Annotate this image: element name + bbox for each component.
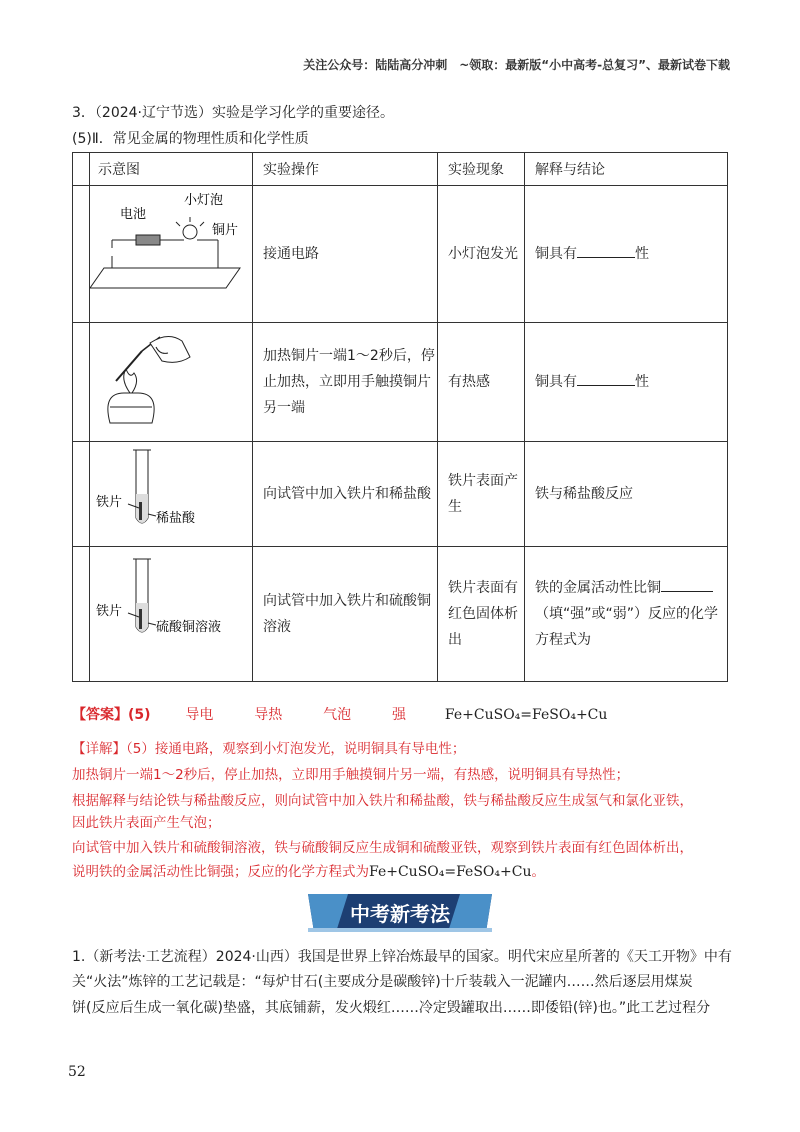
battery-icon xyxy=(136,235,160,245)
question-title: 3．（2024·辽宁节选）实验是学习化学的重要途径。 xyxy=(72,105,394,121)
operation-cell: 加热铜片一端1～2秒后，停止加热，立即用手触摸铜片另一端 xyxy=(253,323,438,442)
detail-line: 【详解】（5）接通电路，观察到小灯泡发光，说明铜具有导电性； xyxy=(72,741,466,757)
stub-cell xyxy=(73,186,90,323)
detail-equation: Fe+CuSO₄=FeSO₄+Cu xyxy=(369,864,532,880)
answer-equation: Fe+CuSO₄=FeSO₄+Cu xyxy=(444,707,608,723)
detail-line-last: 说明铁的金属活动性比铜强；反应的化学方程式为Fe+CuSO₄=FeSO₄+Cu。 xyxy=(72,864,545,880)
stub-cell xyxy=(73,442,90,547)
table-row xyxy=(73,323,728,442)
conclusion-cell: 铁与稀盐酸反应 xyxy=(525,442,728,547)
table-row xyxy=(73,547,728,682)
phenomenon-cell: 小灯泡发光 xyxy=(438,186,525,323)
phenomenon-cell: 铁片表面产生 xyxy=(438,442,525,547)
detail-line: 因此铁片表面产生气泡； xyxy=(72,815,221,831)
operation-cell: 接通电路 xyxy=(253,186,438,323)
heating-diagram xyxy=(90,323,240,437)
circuit-diagram-cell xyxy=(90,186,253,323)
answer-line xyxy=(72,704,607,724)
next-question-line: 饼(反应后生成一氧化碳)垫盛，其底铺薪，发火煅红……冷定毁罐取出……即倭铅(锌)也。”此工艺过程分 xyxy=(72,1000,711,1016)
banner-title: 中考新考法 xyxy=(350,902,450,926)
next-question-line: 1.（新考法·工艺流程）2024·山西）我国是世界上锌冶炼最早的国家。明代宋应星所著的《天工开物》中有 xyxy=(72,949,732,965)
detail-line: 根据解释与结论铁与稀盐酸反应，则向试管中加入铁片和稀盐酸，铁与稀盐酸反应生成氢气和氯化亚铁， xyxy=(72,793,693,809)
conclusion-cell: 铜具有 性 xyxy=(525,323,728,442)
header-diagram: 示意图 xyxy=(90,153,253,186)
banner-graphic xyxy=(308,890,492,936)
question-subtitle: (5)Ⅱ．常见金属的物理性质和化学性质 xyxy=(72,131,309,147)
label-bulb: 小灯泡 xyxy=(184,193,224,208)
answer-item: 导热 xyxy=(254,707,283,723)
page-header: 关注公众号：陆陆高分冲刺 ~领取：最新版“小中高考-总复习”、最新试卷下载 xyxy=(303,58,730,72)
experiment-table xyxy=(72,152,728,682)
header-operation: 实验操作 xyxy=(253,153,438,186)
hand-icon xyxy=(150,336,190,362)
detail-line: 向试管中加入铁片和硫酸铜溶液，铁与硫酸铜反应生成铜和硫酸亚铁，观察到铁片表面有红色固体析出， xyxy=(72,840,693,856)
tube-diagram-cell xyxy=(90,547,253,682)
alcohol-lamp-icon xyxy=(108,393,154,423)
answer-blank[interactable] xyxy=(661,577,713,592)
section-banner xyxy=(308,890,492,936)
flame-icon xyxy=(124,369,137,393)
answer-blank[interactable] xyxy=(577,243,635,258)
detail-line: 加热铜片一端1～2秒后，停止加热，立即用手触摸铜片另一端，有热感，说明铜具有导热性； xyxy=(72,767,630,783)
header-phenomenon: 实验现象 xyxy=(438,153,525,186)
answer-blank[interactable] xyxy=(577,371,635,386)
conclusion-cell: 铜具有 性 xyxy=(525,186,728,323)
label-cuso4: 硫酸铜溶液 xyxy=(156,620,222,635)
header-conclusion: 解释与结论 xyxy=(525,153,728,186)
heating-diagram-cell xyxy=(90,323,253,442)
label-iron: 铁片 xyxy=(96,604,123,619)
table-row xyxy=(73,442,728,547)
bulb-icon xyxy=(183,225,197,239)
answer-item: 强 xyxy=(392,707,407,723)
conclusion-cell: 铁的金属活动性比铜（填“强”或“弱”）反应的化学方程式为 xyxy=(525,547,728,682)
answer-label: 【答案】(5) xyxy=(72,707,151,723)
label-iron: 铁片 xyxy=(96,495,123,510)
phenomenon-cell: 铁片表面有红色固体析出 xyxy=(438,547,525,682)
tube-diagram-cell xyxy=(90,442,253,547)
label-copper: 铜片 xyxy=(212,223,239,238)
stub-cell xyxy=(73,153,90,186)
page-number: 52 xyxy=(68,1064,86,1080)
table-row xyxy=(73,186,728,323)
label-hcl: 稀盐酸 xyxy=(156,511,196,526)
phenomenon-cell: 有热感 xyxy=(438,323,525,442)
table-header-row xyxy=(73,153,728,186)
stub-cell xyxy=(73,323,90,442)
answer-item: 气泡 xyxy=(323,707,352,723)
stub-cell xyxy=(73,547,90,682)
label-battery: 电池 xyxy=(120,207,147,222)
next-question-line: 关“火法”炼锌的工艺记载是：“每炉甘石(主要成分是碳酸锌)十斤装载入一泥罐内……然后逐层用煤炭 xyxy=(72,974,693,990)
test-tube-diagram xyxy=(90,547,240,677)
operation-cell: 向试管中加入铁片和硫酸铜溶液 xyxy=(253,547,438,682)
operation-cell: 向试管中加入铁片和稀盐酸 xyxy=(253,442,438,547)
test-tube-diagram xyxy=(90,442,240,542)
answer-item: 导电 xyxy=(185,707,214,723)
circuit-diagram xyxy=(90,186,252,318)
